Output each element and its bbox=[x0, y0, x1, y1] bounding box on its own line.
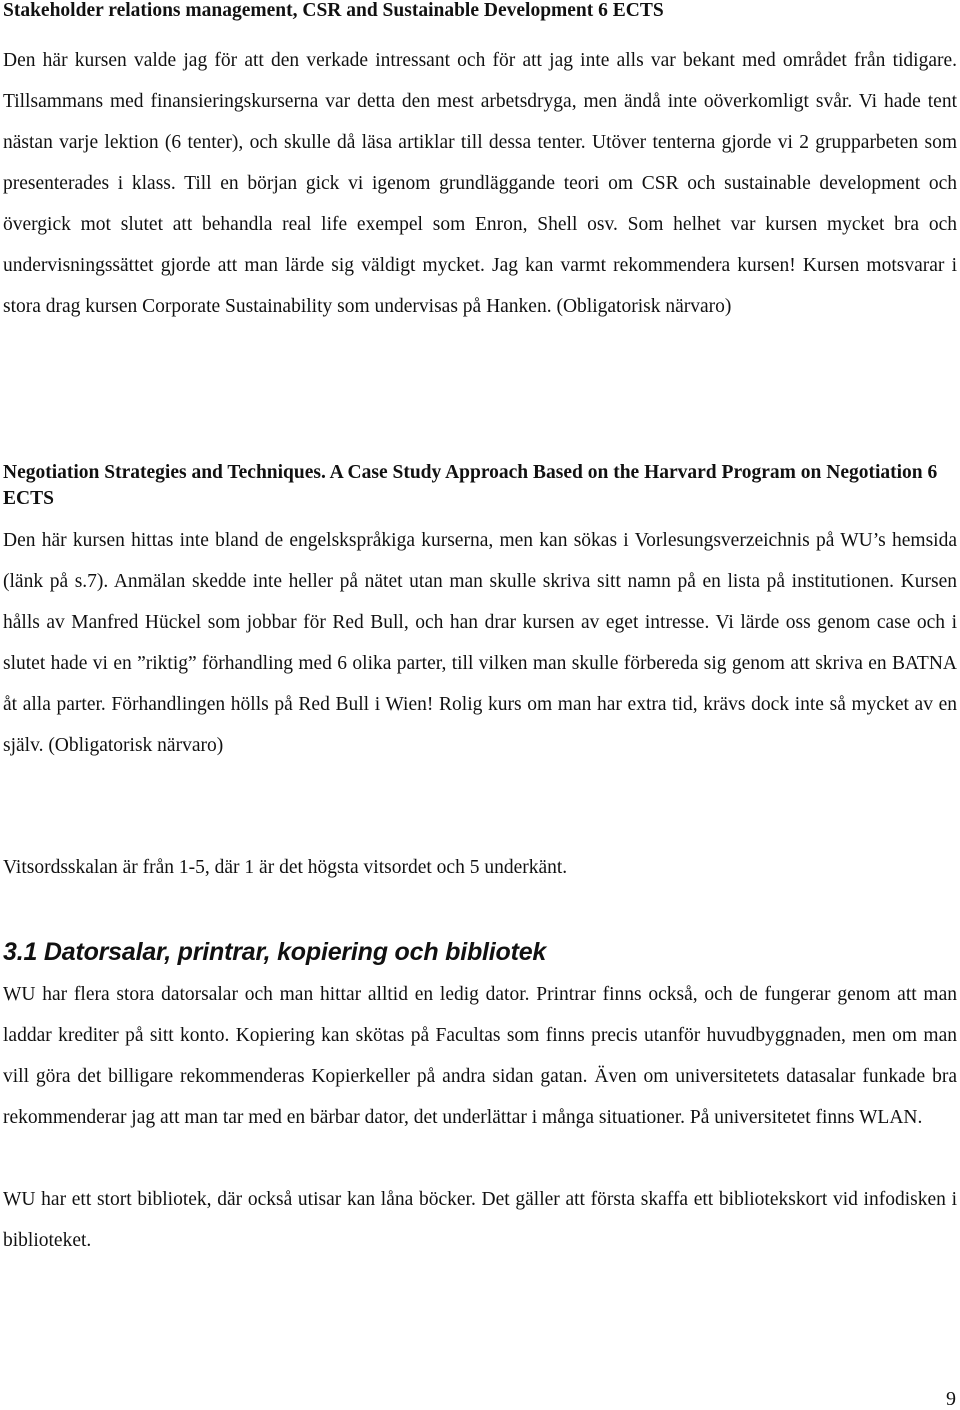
course-description-negotiation: Den här kursen hittas inte bland de engelskspråkiga kurserna, men kan sökas i Vorlesungsverzeichnis på WU’s hemsida (länk på s.7). Anmälan skedde inte heller på nätet utan man skulle skriva sitt namn på en lista på institutionen. Kursen hålls av Manfred Hückel som jobbar för Red Bull, och han drar kursen av eget intresse. Vi lärde oss genom case och i slutet hade vi en ”riktig” förhandling med 6 olika parter, till vilken man skulle förbereda sig genom att skriva en BATNA åt alla parter. Förhandlingen hölls på Red Bull i Wien! Rolig kurs om man har extra tid, krävs dock inte så mycket av en själv. (Obligatorisk närvaro) bbox=[3, 530, 957, 756]
computer-labs-paragraph: WU har flera stora datorsalar och man hittar alltid en ledig dator. Printrar finns också, och de fungerar genom att man laddar krediter på sitt konto. Kopiering kan skötas på Facultas som finns precis utanför huvudbyggnaden, men om man vill göra det billigare rekommenderas Kopierkeller på andra sidan gatan. Även om universitetets datasalar funkade bra rekommenderar jag att man tar med en bärbar dator, det underlättar i många situationer. På universitetet finns WLAN. bbox=[3, 984, 957, 1128]
library-paragraph: WU har ett stort bibliotek, där också utisar kan låna böcker. Det gäller att första skaffa ett bibliotekskort vid infodisken i biblioteket. bbox=[3, 1189, 957, 1251]
course-description-csr: Den här kursen valde jag för att den verkade intressant och för att jag inte alls var bekant med området från tidigare. Tillsammans med finansieringskurserna var detta den mest arbetsdryga, men ändå inte oöverkomligt svår. Vi hade tent nästan varje lektion (6 tenter), och skulle då läsa artiklar till dessa tenter. Utöver tenterna gjorde vi 2 grupparbeten som presenterades i klass. Till en början gick vi igenom grundläggande teori om CSR och sustainable development och övergick mot slutet att behandla real life exempel som Enron, Shell osv. Som helhet var kursen mycket bra och undervisningssättet gjorde att man lärde sig väldigt mycket. Jag kan varmt rekommendera kursen! Kursen motsvarar i stora drag kursen Corporate Sustainability som undervisas på Hanken. (Obligatorisk närvaro) bbox=[3, 50, 957, 317]
page-number: 9 bbox=[946, 1388, 956, 1410]
section-heading: 3.1 Datorsalar, printrar, kopiering och bibliotek bbox=[3, 938, 547, 966]
course-title-negotiation: Negotiation Strategies and Techniques. A Case Study Approach Based on the Harvard Program on Negotiation 6 ECTS bbox=[3, 462, 938, 509]
grading-scale-note: Vitsordsskalan är från 1-5, där 1 är det högsta vitsordet och 5 underkänt. bbox=[3, 857, 568, 878]
course-title-csr: Stakeholder relations management, CSR and Sustainable Development 6 ECTS bbox=[3, 0, 664, 21]
